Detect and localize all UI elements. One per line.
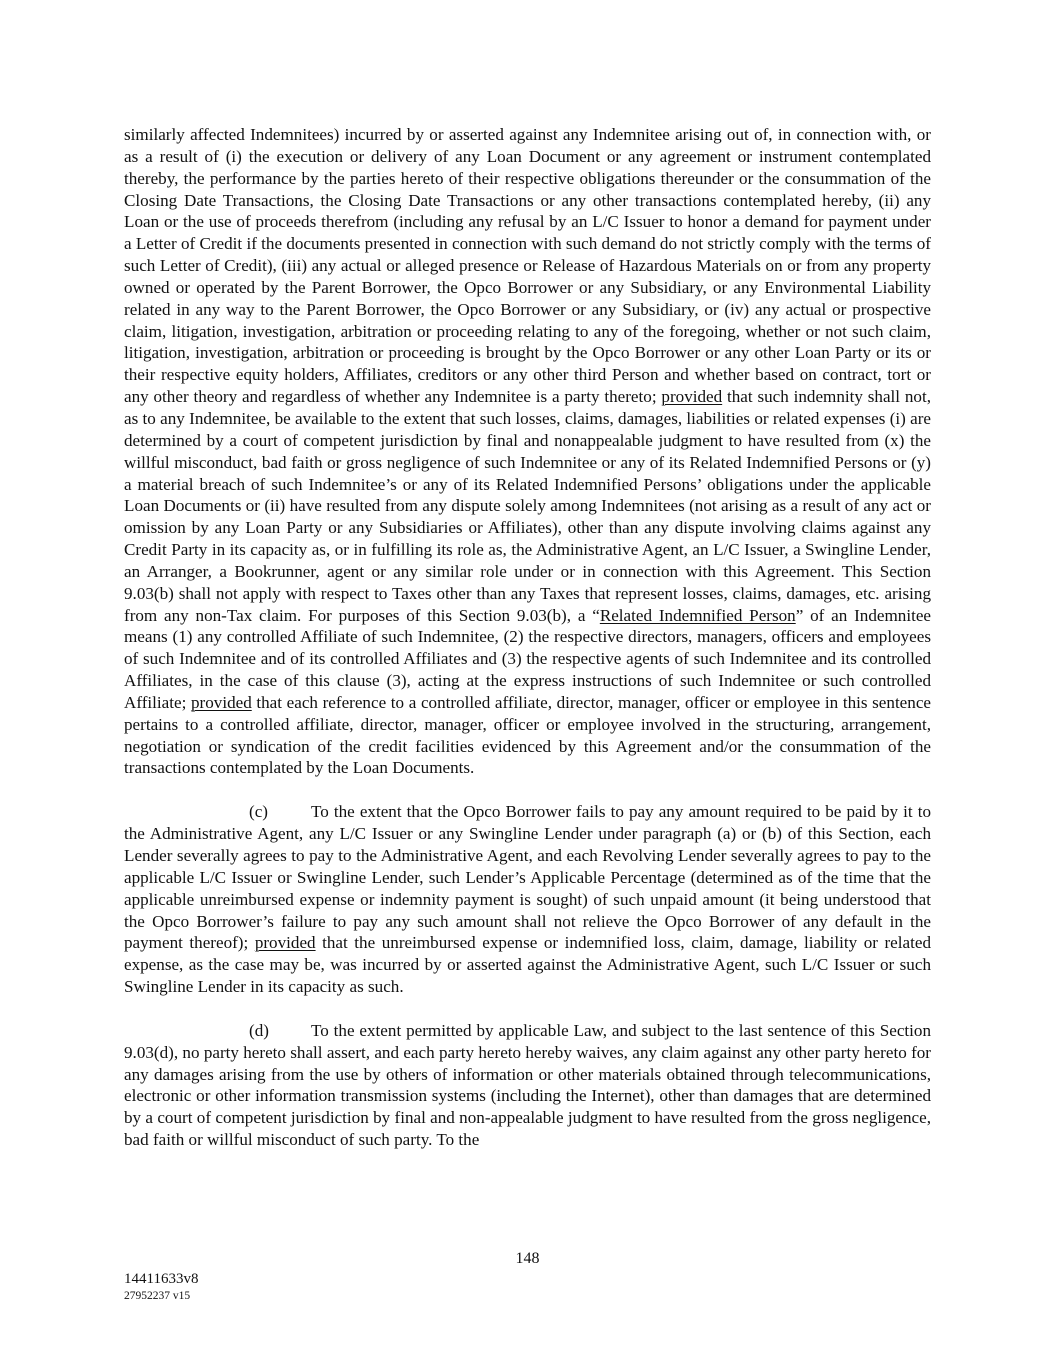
- paragraph-d-text: To the extent permitted by applicable Law, and subject to the last sentence of this Section 9.03(d), no party hereto shall assert, and each party hereto hereby waives, any claim against any other party hereto for any damages arising from the use by others of information or other materials obtained through telecommunications, electronic or other information transmission systems (including the Internet), other than damages that are determined by a court of competent jurisdiction by final and non-appealable judgment to have resulted from the gross negligence, bad faith or willful misconduct of such party. To the: [124, 1020, 931, 1150]
- paragraph-b-text-4: that each reference to a controlled affiliate, director, manager, officer or employee in this sentence pertains to a controlled affiliate, director, manager, officer or employee involved in the structuring, arrangement, negotiation or syndication of the credit facilities evidenced by this Agreement and/or the consummation of the transactions contemplated by the Loan Documents.: [124, 692, 931, 778]
- paragraph-c-label: (c): [249, 802, 268, 822]
- paragraph-c-text-1: To the extent that the Opco Borrower fails to pay any amount required to be paid by it to the Administrative Agent, any L/C Issuer or any Swingline Lender under paragraph (a) or (b) of this Section, each Lender severally agrees to pay to the Administrative Agent, and each Revolving Lender severally agrees to pay to the applicable L/C Issuer or Swingline Lender, such Lender’s Applicable Percentage (determined as of the time that the applicable unreimbursed expense or indemnity payment is sought) of such unpaid amount (it being understood that the Opco Borrower’s failure to pay any such amount shall not relieve the Opco Borrower of any default in the payment thereof);: [124, 802, 931, 953]
- paragraph-c: [124, 801, 931, 998]
- paragraph-b-text-3: ” of an Indemnitee means (1) any controlled Affiliate of such Indemnitee, (2) the respective directors, managers, officers and employees of such Indemnitee and of its controlled Affiliates and (3) the respective agents of such Indemnitee and its controlled Affiliates, in the case of this clause (3), acting at the express instructions of such Indemnitee or such controlled Affiliate;: [124, 605, 931, 712]
- paragraph-c-text-2: that the unreimbursed expense or indemnified loss, claim, damage, liability or related expense, as the case may be, was incurred by or asserted against the Administrative Agent, such L/C Issuer or such Swingline Lender in its capacity as such.: [124, 933, 931, 997]
- paragraph-b-continued: [124, 124, 931, 779]
- document-page: [124, 124, 931, 1151]
- paragraph-b-text-2: that such indemnity shall not, as to any Indemnitee, be available to the extent that such losses, claims, damages, liabilities or related expenses (i) are determined by a court of competent jurisdiction by final and nonappealable judgment to have resulted from (x) the willful misconduct, bad faith or gross negligence of such Indemnitee or any of its Related Indemnified Persons or (y) a material breach of such Indemnitee’s or any of its Related Indemnified Persons’ obligations under the applicable Loan Documents or (ii) have resulted from any dispute solely among Indemnitees (not arising as a result of any act or omission by any Loan Party or any Subsidiaries or Affiliates), other than any dispute involving claims against any Credit Party in its capacity as, or in fulfilling its role as, the Administrative Agent, an L/C Issuer, a Swingline Lender, an Arranger, a Bookrunner, agent or any similar role under or in connection with this Agreement. This Section 9.03(b) shall not apply with respect to Taxes other than any Taxes that represent losses, claims, damages, etc. arising from any non-Tax claim. For purposes of this Section 9.03(b), a “: [124, 387, 931, 625]
- page-number: 148: [515, 1250, 540, 1267]
- provided-term: provided: [254, 933, 316, 953]
- document-id-primary: 14411633v8: [124, 1271, 199, 1287]
- paragraph-d-label: (d): [249, 1020, 269, 1040]
- defined-term-related-indemnified-person: Related Indemnified Person: [599, 605, 796, 625]
- paragraph-d: [124, 1020, 931, 1151]
- document-id-secondary: 27952237 v15: [124, 1290, 191, 1302]
- paragraph-b-text-1: similarly affected Indemnitees) incurred by or asserted against any Indemnitee arising out of, in connection with, or as a result of (i) the execution or delivery of any Loan Document or any agreement or instrument contemplated thereby, the performance by the parties hereto of their respective obligations thereunder or the consummation of the Closing Date Transactions, the Closing Date Transactions or any other transactions contemplated hereby, (ii) any Loan or the use of proceeds therefrom (including any refusal by an L/C Issuer to honor a demand for payment under a Letter of Credit if the documents presented in connection with such demand do not strictly comply with the terms of such Letter of Credit), (iii) any actual or alleged presence or Release of Hazardous Materials on or from any property owned or operated by the Parent Borrower, the Opco Borrower or any Subsidiary, or any Environmental Liability related in any way to the Parent Borrower, the Opco Borrower or any Subsidiary, or (iv) any actual or prospective claim, litigation, investigation, arbitration or proceeding relating to any of the foregoing, whether or not such claim, litigation, investigation, arbitration or proceeding is brought by the Opco Borrower or any other Loan Party or its or their respective equity holders, Affiliates, creditors or any other third Person and whether based on contract, tort or any other theory and regardless of whether any Indemnitee is a party thereto;: [124, 125, 932, 407]
- provided-term: provided: [190, 692, 252, 712]
- provided-term: provided: [661, 387, 723, 407]
